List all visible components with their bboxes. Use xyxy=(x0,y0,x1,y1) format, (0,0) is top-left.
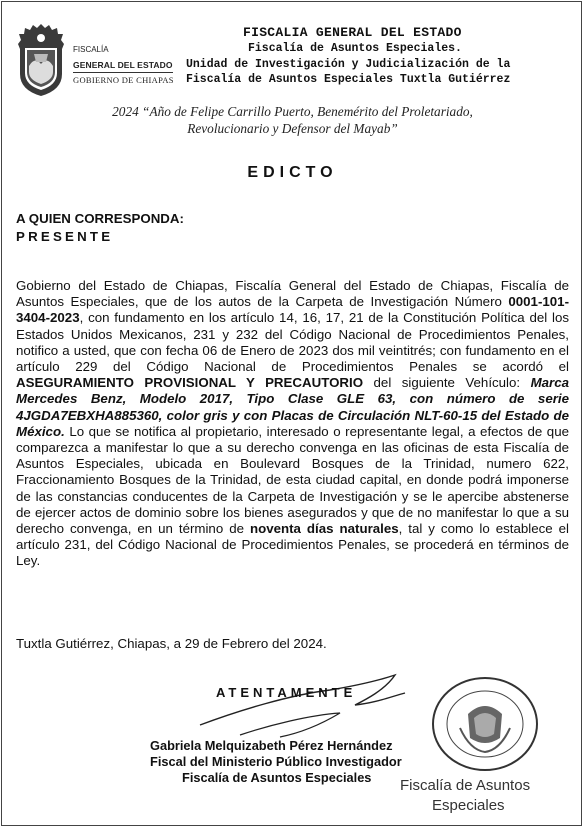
signer-block xyxy=(150,738,402,786)
closing-atentamente: ATENTAMENTE xyxy=(216,685,357,700)
body-text-3: del siguiente Vehículo: xyxy=(363,375,531,391)
institution-line2: GENERAL DEL ESTADO xyxy=(73,60,173,70)
header-line2: Fiscalía de Asuntos Especiales. xyxy=(248,42,462,55)
institution-line1: FISCALÍA xyxy=(73,45,109,54)
seal-line1: Fiscalía de Asuntos xyxy=(400,777,531,794)
signer-role: Fiscal del Ministerio Público Investigador xyxy=(150,754,402,769)
motto-line1: 2024 “Año de Felipe Carrillo Puerto, Benemérito del Proletariado, xyxy=(112,104,473,119)
institution-block xyxy=(73,44,174,86)
official-seal-stamp xyxy=(420,668,550,772)
header-line4: Fiscalía de Asuntos Especiales Tuxtla Gutiérrez xyxy=(186,73,511,86)
measure-text: ASEGURAMIENTO PROVISIONAL Y PRECAUTORIO xyxy=(16,375,364,391)
term-text: noventa días naturales xyxy=(249,521,399,537)
addressee-line1: A QUIEN CORRESPONDA: xyxy=(16,211,184,226)
edict-body xyxy=(16,278,569,570)
body-text-2: , con fundamento en los artículo 14, 16, 17, 21 de la Constitución Política del los Estados Unidos Mexicanos, 231 y 232 del Código Nacional de Procedimientos Penales, notifico a usted, que con fecha 06 de Enero de 2023 dos mil veintitrés; con fundamento en el artículo 229 del Código Nacional de Procedimientos Penales se acordó el xyxy=(16,310,569,375)
chiapas-shield-logo xyxy=(16,22,66,98)
body-text-5: , tal y como lo establece el artículo 231, del Código Nacional de Procedimientos Penales, se procederá en términos de Ley. xyxy=(16,521,569,569)
motto-line2: Revolucionario y Defensor del Mayab” xyxy=(187,121,398,136)
signer-name: Gabriela Melquizabeth Pérez Hernández xyxy=(150,738,393,753)
folder-number: 0001-101-3404-2023 xyxy=(16,294,569,326)
body-text-4: Lo que se notifica al propietario, interesado o representante legal, a efectos de que comparezca a manifestar lo que a su derecho convenga en las oficinas de esta Fiscalía de Asuntos Especiales, ubicada en Boulevard Bosques de la Trinidad, numero 622, Fraccionamiento Bosques de la Trinidad, de esta ciudad capital, en donde podrá imponerse de las constancias conducentes de la Carpeta de Investigación y se le apercibe abstenerse de ejercer actos de dominio sobre los bienes asegurados y que de no manifestar lo que a su derecho convenga, en un término de xyxy=(16,423,569,537)
document-title: EDICTO xyxy=(247,164,338,181)
seal-overlay-text xyxy=(400,776,530,816)
addressee-line2: PRESENTE xyxy=(16,229,114,244)
header-title: FISCALIA GENERAL DEL ESTADO xyxy=(243,25,462,40)
seal-line2: Especiales xyxy=(432,797,505,814)
vehicle-description: Marca Mercedes Benz, Modelo 2017, Tipo Clase GLE 63, con número de serie 4JGDA7EBXHA885360, color gris y con Placas de Circulación NLT-60-15 del Estado de México. xyxy=(16,375,569,439)
place-date: Tuxtla Gutiérrez, Chiapas, a 29 de Febrero del 2024. xyxy=(16,636,327,651)
signer-unit: Fiscalía de Asuntos Especiales xyxy=(182,770,372,785)
addressee xyxy=(16,210,184,246)
year-motto xyxy=(0,103,585,137)
institution-line3: GOBIERNO DE CHIAPAS xyxy=(73,75,174,85)
header-line3: Unidad de Investigación y Judicialización de la xyxy=(186,58,511,71)
body-text-1: Gobierno del Estado de Chiapas, Fiscalía General del Estado de Chiapas, Fiscalía de Asuntos Especiales, que de los autos de la Carpeta de Investigación Número xyxy=(16,278,569,310)
handwritten-signature xyxy=(180,655,440,745)
